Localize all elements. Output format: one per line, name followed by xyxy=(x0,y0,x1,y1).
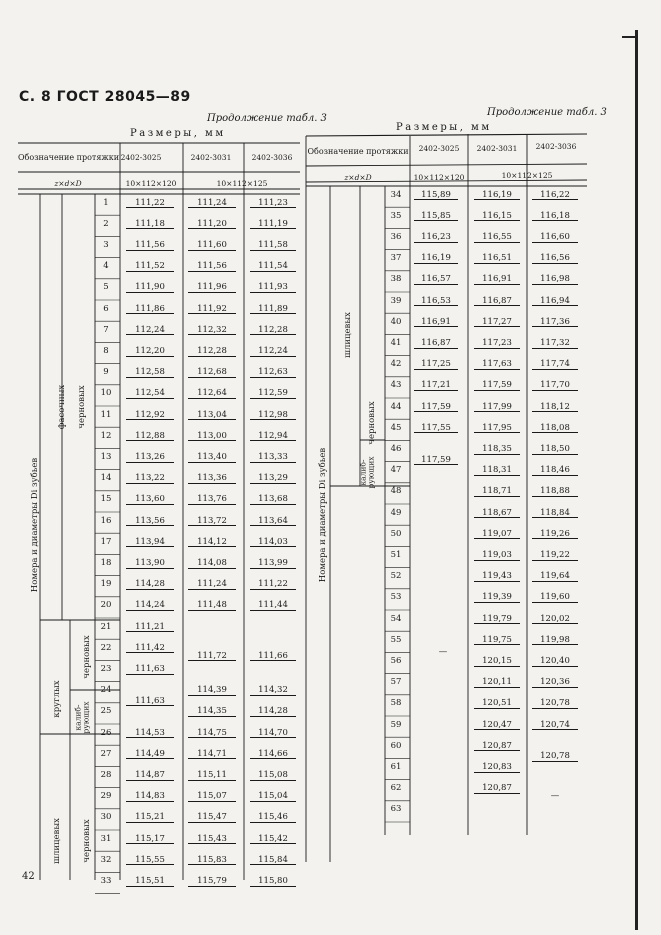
right-continuation-title: Продолжение табл. 3 xyxy=(487,107,607,118)
page-header: С. 8 ГОСТ 28045—89 xyxy=(19,89,191,105)
tooth-diameter: 115,84 xyxy=(250,856,296,866)
tooth-diameter: 115,51 xyxy=(126,877,174,887)
left-row-axis-label: Номера и диаметры Di зубьев xyxy=(30,457,40,593)
tooth-diameter: 111,24 xyxy=(188,580,236,590)
tooth-diameter: 115,46 xyxy=(250,813,296,823)
tooth-number: 11 xyxy=(100,409,112,420)
tooth-number: 57 xyxy=(390,677,402,688)
tooth-diameter: 119,79 xyxy=(474,615,520,625)
tooth-number: 54 xyxy=(390,613,402,624)
right-dash: — xyxy=(438,647,448,657)
tooth-diameter: 111,24 xyxy=(188,199,236,209)
tooth-diameter: 115,55 xyxy=(126,856,174,866)
tooth-number: 38 xyxy=(390,274,402,285)
tooth-number: 31 xyxy=(100,833,112,844)
tooth-diameter: 112,94 xyxy=(250,432,296,442)
left-dim-2: 10×112×125 xyxy=(216,179,268,188)
right-sizes-title: Размеры, мм xyxy=(396,122,492,133)
tooth-diameter: 119,22 xyxy=(532,551,578,561)
tooth-diameter: 117,70 xyxy=(532,381,578,391)
tooth-number: 41 xyxy=(390,338,402,348)
tooth-diameter: 117,63 xyxy=(474,360,520,370)
left-sizes-title: Размеры, мм xyxy=(130,128,226,139)
tooth-diameter: 114,70 xyxy=(250,729,296,739)
right-dim-1: 10×112×120 xyxy=(413,173,465,182)
tooth-diameter: 112,32 xyxy=(188,326,236,336)
tooth-diameter: 118,50 xyxy=(532,445,578,455)
tooth-diameter: 117,23 xyxy=(474,339,520,349)
tooth-number: 22 xyxy=(100,642,112,653)
tooth-diameter: 116,53 xyxy=(414,297,458,307)
tooth-diameter: 115,42 xyxy=(250,835,296,845)
tooth-diameter: 117,32 xyxy=(532,339,578,349)
right-col-1: 2402-3025 xyxy=(418,144,460,153)
tooth-number: 42 xyxy=(390,359,402,370)
tooth-diameter: 116,19 xyxy=(474,191,520,201)
right-dim-label: z×d×D xyxy=(344,173,372,182)
tooth-diameter: 114,53 xyxy=(126,729,174,739)
tooth-diameter: 117,36 xyxy=(532,318,578,328)
tooth-diameter: 116,22 xyxy=(532,191,578,201)
tooth-diameter: 118,88 xyxy=(532,487,578,497)
tooth-number: 13 xyxy=(100,452,112,462)
tooth-diameter: 118,46 xyxy=(532,466,578,476)
tooth-diameter: 120,51 xyxy=(474,699,520,709)
tooth-diameter: 120,87 xyxy=(474,784,520,794)
tooth-number: 35 xyxy=(390,210,402,221)
tooth-diameter: 115,80 xyxy=(250,877,296,887)
tooth-diameter: 114,87 xyxy=(126,771,174,781)
tooth-number: 9 xyxy=(103,367,109,378)
tooth-diameter: 112,24 xyxy=(250,347,296,357)
tooth-diameter: 114,49 xyxy=(126,750,174,760)
tooth-number: 17 xyxy=(100,536,112,547)
tooth-number: 20 xyxy=(100,600,112,611)
tooth-number: 18 xyxy=(100,558,112,568)
tooth-number: 27 xyxy=(100,748,112,759)
tooth-diameter: 118,08 xyxy=(532,424,578,434)
tooth-number: 61 xyxy=(390,762,402,772)
right-row-axis-label: Номера и диаметры Di зубьев xyxy=(318,447,328,583)
tooth-diameter: 111,63 xyxy=(126,665,174,675)
tooth-diameter: 115,89 xyxy=(414,191,458,201)
tooth-diameter: 117,59 xyxy=(414,456,458,466)
left-dim-label: z×d×D xyxy=(54,179,82,188)
tooth-diameter: 117,74 xyxy=(532,360,578,370)
tooth-diameter: 112,88 xyxy=(126,432,174,442)
tooth-diameter: 115,85 xyxy=(414,212,458,222)
tooth-diameter: 114,35 xyxy=(188,707,236,717)
tooth-number: 33 xyxy=(100,876,112,886)
tooth-diameter: 111,96 xyxy=(188,283,236,293)
tooth-number: 47 xyxy=(390,465,402,476)
tooth-diameter: 113,00 xyxy=(188,432,236,442)
tooth-diameter: 111,22 xyxy=(126,199,174,209)
left-group-chernovyh-2: черновых xyxy=(82,635,92,679)
tooth-diameter: 115,17 xyxy=(126,835,174,845)
tooth-number: 21 xyxy=(100,621,112,632)
tooth-diameter: 111,72 xyxy=(188,652,236,662)
tooth-diameter: 117,27 xyxy=(474,318,520,328)
tooth-diameter: 119,43 xyxy=(474,572,520,582)
tooth-diameter: 114,75 xyxy=(188,729,236,739)
tooth-diameter: 111,48 xyxy=(188,601,236,611)
left-group-fasochnyh: фасочных xyxy=(57,384,67,430)
grid-line xyxy=(306,134,587,136)
tooth-diameter: 112,24 xyxy=(126,326,174,336)
tooth-diameter: 119,07 xyxy=(474,530,520,540)
tooth-diameter: 116,98 xyxy=(532,275,578,285)
tooth-diameter: 116,55 xyxy=(474,233,520,243)
tooth-number: 2 xyxy=(103,218,109,229)
tooth-number: 37 xyxy=(390,253,402,264)
tooth-diameter: 112,64 xyxy=(188,389,236,399)
tooth-diameter: 111,56 xyxy=(126,241,174,251)
right-col-2: 2402-3031 xyxy=(476,144,518,153)
tooth-number: 12 xyxy=(100,430,112,441)
tooth-diameter: 117,21 xyxy=(414,381,458,391)
tooth-diameter: 111,63 xyxy=(126,697,174,707)
left-col-3: 2402-3036 xyxy=(251,153,293,162)
tooth-diameter: 112,63 xyxy=(250,368,296,378)
tooth-diameter: 116,18 xyxy=(532,212,578,222)
right-col-3: 2402-3036 xyxy=(535,142,577,151)
tooth-diameter: 114,24 xyxy=(126,601,174,611)
tooth-diameter: 113,90 xyxy=(126,559,174,569)
tooth-diameter: 114,28 xyxy=(250,707,296,717)
left-col-2: 2402-3031 xyxy=(190,153,232,162)
tooth-number: 15 xyxy=(100,494,112,505)
tooth-diameter: 111,42 xyxy=(126,644,174,654)
tooth-diameter: 116,15 xyxy=(474,212,520,222)
tooth-diameter: 115,79 xyxy=(188,877,236,887)
tooth-number: 55 xyxy=(390,634,402,645)
tooth-diameter: 112,98 xyxy=(250,411,296,421)
tooth-diameter: 120,78 xyxy=(532,699,578,709)
tooth-diameter: 113,04 xyxy=(188,411,236,421)
tooth-diameter: 111,56 xyxy=(188,262,236,272)
tooth-diameter: — xyxy=(550,791,560,802)
tooth-number: 43 xyxy=(390,380,402,391)
tooth-diameter: 116,91 xyxy=(414,318,458,328)
tooth-diameter: 118,67 xyxy=(474,509,520,519)
tooth-diameter: 111,22 xyxy=(250,580,296,590)
tooth-number: 5 xyxy=(103,282,109,293)
tooth-number: 40 xyxy=(390,316,402,327)
tooth-diameter: 113,68 xyxy=(250,495,296,505)
tooth-diameter: 114,08 xyxy=(188,559,236,569)
tooth-diameter: 115,83 xyxy=(188,856,236,866)
tooth-number: 3 xyxy=(103,240,109,250)
tooth-diameter: 119,60 xyxy=(532,593,578,603)
tooth-diameter: 111,66 xyxy=(250,652,296,662)
tooth-diameter: 113,76 xyxy=(188,495,236,505)
tooth-diameter: 112,20 xyxy=(126,347,174,357)
tooth-diameter: 111,20 xyxy=(188,220,236,230)
tooth-diameter: 113,94 xyxy=(126,538,174,548)
tooth-diameter: 120,87 xyxy=(474,742,520,752)
tooth-diameter: 115,47 xyxy=(188,813,236,823)
tooth-number: 46 xyxy=(390,444,402,454)
tooth-number: 24 xyxy=(100,685,112,696)
tooth-number: 10 xyxy=(100,388,112,399)
left-group-chernovyh-3: черновых xyxy=(82,819,92,863)
tooth-diameter: 112,92 xyxy=(126,411,174,421)
tooth-diameter: 120,36 xyxy=(532,678,578,688)
tooth-diameter: 115,21 xyxy=(126,813,174,823)
right-group-chernovyh: черновых xyxy=(367,401,377,445)
tooth-diameter: 115,07 xyxy=(188,792,236,802)
tooth-diameter: 119,39 xyxy=(474,593,520,603)
tooth-diameter: 114,28 xyxy=(126,580,174,590)
tooth-diameter: 117,95 xyxy=(474,424,520,434)
tooth-number: 44 xyxy=(390,401,402,412)
tooth-diameter: 111,86 xyxy=(126,305,174,315)
tooth-number: 29 xyxy=(100,791,112,802)
tooth-diameter: 112,58 xyxy=(126,368,174,378)
tooth-diameter: 120,83 xyxy=(474,763,520,773)
tooth-diameter: 112,28 xyxy=(188,347,236,357)
tooth-number: 62 xyxy=(390,783,402,794)
tooth-diameter: 111,52 xyxy=(126,262,174,272)
tooth-diameter: 114,39 xyxy=(188,686,236,696)
tooth-diameter: 111,19 xyxy=(250,220,296,230)
left-group-kalib: калиб-рующих xyxy=(73,701,90,734)
tooth-number: 45 xyxy=(390,422,402,433)
tooth-diameter: 117,59 xyxy=(474,381,520,391)
tooth-diameter: 111,54 xyxy=(250,262,296,272)
tooth-diameter: 113,22 xyxy=(126,474,174,484)
tooth-diameter: 118,31 xyxy=(474,466,520,476)
tooth-number: 49 xyxy=(390,507,402,518)
left-dim-1: 10×112×120 xyxy=(125,179,177,188)
page-number: 42 xyxy=(22,871,35,882)
tooth-number: 52 xyxy=(390,571,402,582)
tooth-diameter: 113,64 xyxy=(250,517,296,527)
tooth-diameter: 111,23 xyxy=(250,199,296,209)
tooth-diameter: 119,98 xyxy=(532,636,578,646)
tooth-diameter: 115,04 xyxy=(250,792,296,802)
tooth-diameter: 120,15 xyxy=(474,657,520,667)
tooth-diameter: 117,99 xyxy=(474,403,520,413)
tooth-diameter: 111,90 xyxy=(126,283,174,293)
right-col-designation: Обозначение протяжки xyxy=(307,147,409,156)
tooth-number: 50 xyxy=(390,528,402,539)
left-group-shlicevyh: шлицевых xyxy=(52,818,62,864)
tooth-diameter: 118,12 xyxy=(532,403,578,413)
right-group-kalib: калиб-рующих xyxy=(358,456,375,489)
tooth-diameter: 116,60 xyxy=(532,233,578,243)
tooth-diameter: 120,47 xyxy=(474,721,520,731)
tooth-diameter: 116,51 xyxy=(474,254,520,264)
tooth-diameter: 116,56 xyxy=(532,254,578,264)
tooth-diameter: 120,11 xyxy=(474,678,520,688)
tooth-number: 36 xyxy=(390,232,402,242)
tooth-number: 30 xyxy=(100,812,112,823)
tooth-diameter: 113,33 xyxy=(250,453,296,463)
right-group-shlicevyh: шлицевых xyxy=(343,312,353,358)
tooth-number: 59 xyxy=(390,719,402,730)
tooth-diameter: 119,75 xyxy=(474,636,520,646)
tooth-number: 58 xyxy=(390,698,402,709)
tooth-diameter: 111,58 xyxy=(250,241,296,251)
tooth-diameter: 119,64 xyxy=(532,572,578,582)
tooth-diameter: 115,08 xyxy=(250,771,296,781)
tooth-diameter: 113,29 xyxy=(250,474,296,484)
tooth-diameter: 112,68 xyxy=(188,368,236,378)
tooth-number: 23 xyxy=(100,664,112,674)
tooth-number: 39 xyxy=(390,295,402,306)
tooth-number: 60 xyxy=(390,740,402,751)
tooth-diameter: 118,84 xyxy=(532,509,578,519)
tooth-diameter: 111,93 xyxy=(250,283,296,293)
tooth-number: 51 xyxy=(390,550,402,560)
tooth-diameter: 116,23 xyxy=(414,233,458,243)
tooth-diameter: 116,57 xyxy=(414,275,458,285)
tooth-diameter: 114,66 xyxy=(250,750,296,760)
tooth-diameter: 111,21 xyxy=(126,623,174,633)
tooth-diameter: 120,40 xyxy=(532,657,578,667)
tooth-diameter: 114,32 xyxy=(250,686,296,696)
tooth-number: 28 xyxy=(100,770,112,780)
tooth-diameter: 112,59 xyxy=(250,389,296,399)
tooth-diameter: 112,54 xyxy=(126,389,174,399)
tooth-diameter: 113,56 xyxy=(126,517,174,527)
tooth-diameter: 111,18 xyxy=(126,220,174,230)
tooth-diameter: 111,92 xyxy=(188,305,236,315)
tooth-diameter: 116,87 xyxy=(474,297,520,307)
tooth-diameter: 115,43 xyxy=(188,835,236,845)
tooth-number: 6 xyxy=(103,303,109,314)
left-group-chernovyh-1: черновых xyxy=(77,385,87,429)
tooth-number: 14 xyxy=(100,473,112,484)
tooth-number: 7 xyxy=(103,324,109,335)
tooth-number: 19 xyxy=(100,579,112,590)
tooth-diameter: 111,60 xyxy=(188,241,236,251)
tooth-diameter: 120,78 xyxy=(532,752,578,762)
tooth-number: 4 xyxy=(103,261,109,272)
tooth-diameter: 114,71 xyxy=(188,750,236,760)
tooth-diameter: 111,89 xyxy=(250,305,296,315)
tooth-diameter: 115,11 xyxy=(188,771,236,781)
tooth-number: 34 xyxy=(390,189,402,200)
tooth-diameter: 116,87 xyxy=(414,339,458,349)
tooth-diameter: 114,12 xyxy=(188,538,236,548)
tooth-number: 16 xyxy=(100,515,112,526)
tooth-diameter: 114,03 xyxy=(250,538,296,548)
tooth-number: 26 xyxy=(100,727,112,738)
tooth-diameter: 113,40 xyxy=(188,453,236,463)
tooth-diameter: 118,71 xyxy=(474,487,520,497)
tooth-diameter: 113,26 xyxy=(126,453,174,463)
left-continuation-title: Продолжение табл. 3 xyxy=(207,113,327,124)
tooth-number: 32 xyxy=(100,854,112,865)
tooth-number: 53 xyxy=(390,592,402,603)
tooth-diameter: 116,94 xyxy=(532,297,578,307)
tooth-diameter: 112,28 xyxy=(250,326,296,336)
left-col-1: 2402-3025 xyxy=(120,153,162,162)
tooth-diameter: 113,72 xyxy=(188,517,236,527)
tooth-diameter: 120,02 xyxy=(532,615,578,625)
tooth-diameter: 114,83 xyxy=(126,792,174,802)
tooth-diameter: 119,26 xyxy=(532,530,578,540)
tooth-diameter: 118,35 xyxy=(474,445,520,455)
tooth-number: 1 xyxy=(103,197,109,208)
tooth-diameter: 120,74 xyxy=(532,721,578,731)
tooth-diameter: 117,55 xyxy=(414,424,458,434)
tooth-diameter: 116,91 xyxy=(474,275,520,285)
left-col-designation: Обозначение протяжки xyxy=(18,153,120,162)
tooth-diameter: 113,36 xyxy=(188,474,236,484)
tooth-diameter: 113,99 xyxy=(250,559,296,569)
tooth-diameter: 113,60 xyxy=(126,495,174,505)
tooth-diameter: 119,03 xyxy=(474,551,520,561)
tooth-number: 56 xyxy=(390,656,402,666)
tooth-number: 8 xyxy=(103,346,109,356)
tooth-diameter: 111,44 xyxy=(250,601,296,611)
tooth-number: 63 xyxy=(390,804,402,815)
grid-line xyxy=(306,164,587,166)
left-group-kruglyh: круглых xyxy=(52,680,62,718)
tooth-diameter: 117,59 xyxy=(414,403,458,413)
right-dim-2: 10×112×125 xyxy=(501,171,553,180)
tooth-number: 48 xyxy=(390,486,402,497)
tooth-diameter: 116,19 xyxy=(414,254,458,264)
tooth-diameter: 117,25 xyxy=(414,360,458,370)
tooth-number: 25 xyxy=(100,706,112,717)
